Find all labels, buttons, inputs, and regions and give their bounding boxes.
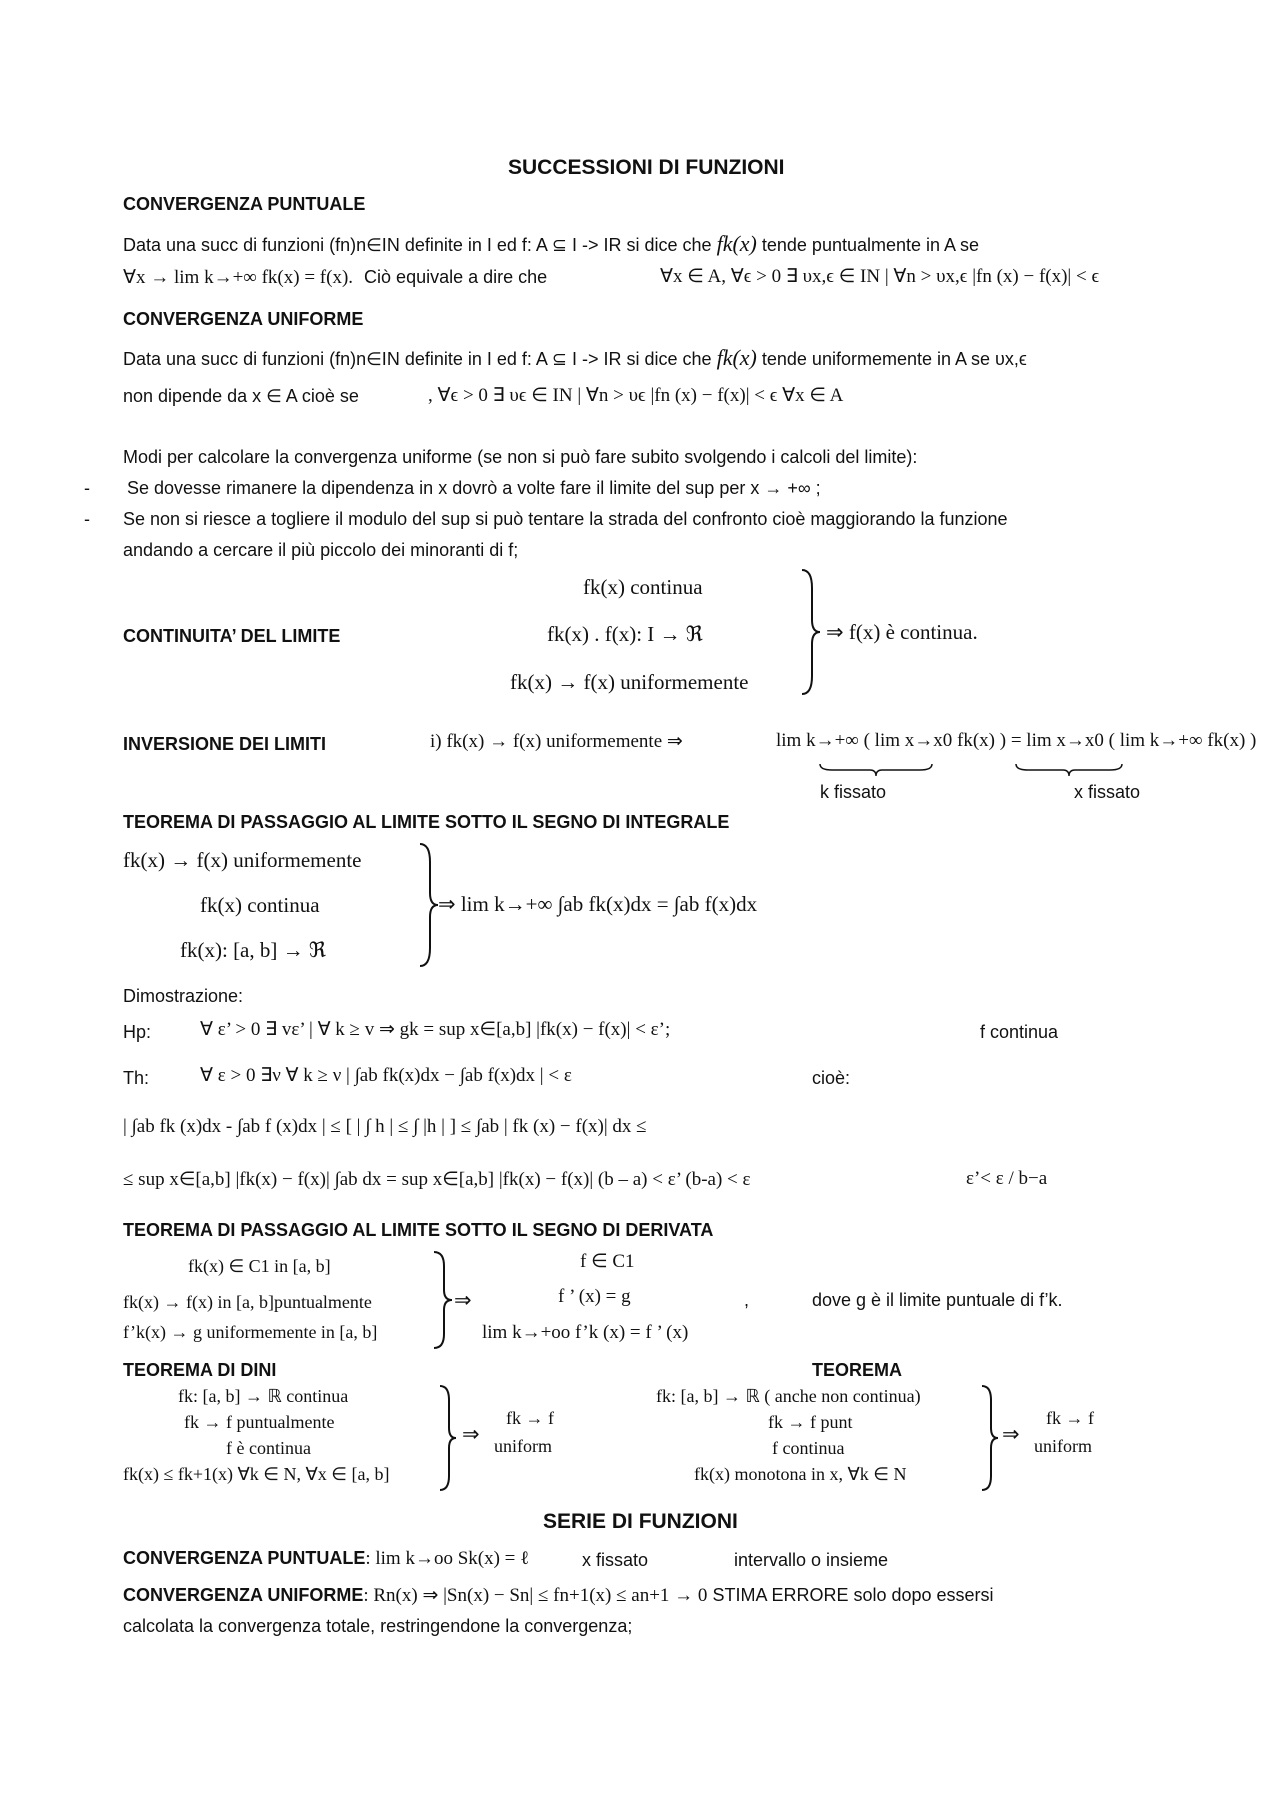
derivata-result-1: f ∈ C1 [580, 1251, 635, 1272]
derivata-cond-1: fk(x) ∈ C1 in [a, b] [188, 1256, 331, 1276]
right-brace-icon [800, 568, 820, 696]
teorema2-result-1: fk → f [1046, 1408, 1094, 1428]
serie-puntuale-label: CONVERGENZA PUNTUALE [123, 1548, 366, 1568]
continuita-heading: CONTINUITA’ DEL LIMITE [123, 626, 341, 646]
serie-uniforme-line-2: calcolata la convergenza totale, restringendone la convergenza; [123, 1616, 633, 1636]
continuita-cond-2: fk(x) . f(x): I → ℜ [547, 622, 703, 646]
derivata-arrow: ⇒ [454, 1288, 472, 1312]
serie-uniforme-label: CONVERGENZA UNIFORME [123, 1585, 364, 1605]
conv-puntuale-text [123, 231, 979, 257]
conv-uniforme-definition: , ∀ϵ > 0 ∃ υϵ ∈ IN | ∀n > υϵ |fn (x) − f(x)| < ϵ ∀x ∈ A [428, 385, 844, 406]
inversione-label-k: k fissato [820, 782, 887, 802]
hp-formula: ∀ ε’ > 0 ∃ vε’ | ∀ k ≥ v ⇒ gk = sup x∈[a,b] |fk(x) − f(x)| < ε’; [200, 1019, 671, 1040]
right-brace-icon [432, 1250, 452, 1350]
conv-uniforme-text [123, 345, 1027, 371]
conv-uniforme-math: fk(x) [716, 345, 757, 370]
conv-puntuale-line1-end: tende puntualmente in A se [761, 235, 980, 255]
modi-bullet-1: Se dovesse rimanere la dipendenza in x dovrò a volte fare il limite del sup per x → +∞ ; [127, 478, 821, 498]
th-note: cioè: [812, 1068, 851, 1088]
derivata-cond-3: f’k(x) → g uniformemente in [a, b] [123, 1322, 378, 1342]
dini-heading: TEOREMA DI DINI [123, 1360, 277, 1380]
bullet-dash: - [84, 478, 90, 498]
proof-line-1: | ∫ab fk (x)dx - ∫ab f (x)dx | ≤ [ | ∫ h | ≤ ∫ |h | ] ≤ ∫ab | fk (x) − f(x)| dx ≤ [123, 1116, 647, 1137]
serie-uniforme-line [123, 1584, 994, 1607]
dini-result-1: fk → f [506, 1408, 554, 1428]
teorema2-result-2: uniform [1034, 1436, 1092, 1456]
dini-cond-1: fk: [a, b] → ℝ continua [178, 1386, 349, 1406]
proof-epsilon-note: ε’< ε / b−a [966, 1168, 1048, 1189]
conv-uniforme-line1: Data una succ di funzioni (fn)n∈IN definite in I ed f: A ⊆ I -> IR si dice che [123, 349, 712, 369]
serie-title: SERIE DI FUNZIONI [543, 1510, 738, 1533]
derivata-result-3: lim k→+oo f’k (x) = f ’ (x) [482, 1322, 689, 1343]
continuita-cond-1: fk(x) continua [583, 575, 703, 599]
proof-line-2: ≤ sup x∈[a,b] |fk(x) − f(x)| ∫ab dx = sup x∈[a,b] |fk(x) − f(x)| (b – a) < ε’ (b-a) < ε [123, 1169, 751, 1190]
integrale-heading: TEOREMA DI PASSAGGIO AL LIMITE SOTTO IL SEGNO DI INTEGRALE [123, 812, 730, 832]
derivata-result-2: f ’ (x) = g [558, 1286, 631, 1307]
dini-cond-3: f è continua [226, 1438, 311, 1458]
th-formula: ∀ ε > 0 ∃ν ∀ k ≥ ν | ∫ab fk(x)dx − ∫ab f(x)dx | < ε [200, 1065, 572, 1086]
derivata-note: dove g è il limite puntuale di f’k. [812, 1290, 1063, 1310]
hp-label: Hp: [123, 1022, 152, 1042]
conv-uniforme-line2: non dipende da x ∈ A cioè se [123, 386, 359, 406]
serie-puntuale-line [123, 1548, 529, 1570]
page-title: SUCCESSIONI DI FUNZIONI [508, 156, 785, 179]
conv-puntuale-definition: ∀x ∈ A, ∀ϵ > 0 ∃ υx,ϵ ∈ IN | ∀n > υx,ϵ |fn (x) − f(x)| < ϵ [660, 266, 1100, 287]
inversione-label-x: x fissato [1074, 782, 1141, 802]
serie-puntuale-note-2: intervallo o insieme [734, 1550, 889, 1570]
right-brace-icon [980, 1384, 998, 1492]
serie-uniforme-formula: : Rn(x) ⇒ |Sn(x) − Sn| ≤ fn+1(x) ≤ an+1 → 0 [363, 1585, 708, 1606]
conv-puntuale-heading: CONVERGENZA PUNTUALE [123, 194, 366, 214]
conv-puntuale-math: fk(x) [716, 231, 757, 256]
right-brace-icon [438, 1384, 456, 1492]
conv-uniforme-line1-end: tende uniformemente in A se υx,ϵ [761, 349, 1027, 369]
right-brace-icon [418, 842, 438, 968]
dini-cond-2: fk → f puntualmente [184, 1412, 335, 1432]
integrale-cond-2: fk(x) continua [200, 893, 320, 917]
continuita-result: ⇒ f(x) è continua. [826, 620, 978, 644]
bullet-dash: - [84, 509, 90, 529]
teorema2-heading: TEOREMA [812, 1360, 902, 1380]
teorema2-cond-3: f continua [772, 1438, 845, 1458]
teorema2-cond-2: fk → f punt [768, 1412, 853, 1432]
serie-puntuale-note-1: x fissato [582, 1550, 649, 1570]
hp-note: f continua [980, 1022, 1059, 1042]
teorema2-cond-4: fk(x) monotona in x, ∀k ∈ N [694, 1464, 907, 1484]
underbrace-icon [1014, 762, 1124, 778]
modi-intro: Modi per calcolare la convergenza uniforme (se non si può fare subito svolgendo i calcoli del limite): [123, 447, 918, 467]
dini-arrow: ⇒ [462, 1422, 480, 1446]
modi-bullet-2-cont: andando a cercare il più piccolo dei minoranti di f; [123, 540, 519, 560]
inversione-formula-b: lim k→+∞ ( lim x→x0 fk(x) ) = lim x→x0 ( lim k→+∞ fk(x) ) [776, 730, 1257, 751]
conv-puntuale-limit: ∀x → lim k→+∞ fk(x) = f(x). [123, 267, 354, 288]
underbrace-icon [818, 762, 934, 778]
derivata-heading: TEOREMA DI PASSAGGIO AL LIMITE SOTTO IL SEGNO DI DERIVATA [123, 1220, 714, 1240]
conv-uniforme-heading: CONVERGENZA UNIFORME [123, 309, 364, 329]
continuita-cond-3: fk(x) → f(x) uniformemente [510, 670, 749, 694]
dini-result-2: uniform [494, 1436, 552, 1456]
integrale-result: ⇒ lim k→+∞ ∫ab fk(x)dx = ∫ab f(x)dx [438, 892, 758, 916]
integrale-cond-3: fk(x): [a, b] → ℜ [180, 938, 326, 962]
th-label: Th: [123, 1068, 150, 1088]
serie-puntuale-formula: : lim k→oo Sk(x) = ℓ [365, 1548, 530, 1569]
dini-cond-4: fk(x) ≤ fk+1(x) ∀k ∈ N, ∀x ∈ [a, b] [123, 1464, 390, 1484]
derivata-comma: , [744, 1290, 750, 1310]
inversione-heading: INVERSIONE DEI LIMITI [123, 734, 327, 754]
conv-puntuale-equiv: Ciò equivale a dire che [364, 267, 548, 287]
inversione-formula-a: i) fk(x) → f(x) uniformemente ⇒ [430, 731, 683, 752]
teorema2-arrow: ⇒ [1002, 1422, 1020, 1446]
conv-puntuale-formula-line [123, 266, 547, 289]
derivata-cond-2: fk(x) → f(x) in [a, b]puntualmente [123, 1292, 372, 1312]
conv-puntuale-line1: Data una succ di funzioni (fn)n∈IN definite in I ed f: A ⊆ I -> IR si dice che [123, 235, 712, 255]
teorema2-cond-1: fk: [a, b] → ℝ ( anche non continua) [656, 1386, 921, 1406]
serie-uniforme-note: STIMA ERRORE solo dopo essersi [712, 1585, 994, 1605]
integrale-cond-1: fk(x) → f(x) uniformemente [123, 848, 362, 872]
dimostrazione-label: Dimostrazione: [123, 986, 244, 1006]
modi-bullet-2: Se non si riesce a togliere il modulo del sup si può tentare la strada del confronto cioè maggiorando la funzione [123, 509, 1008, 529]
